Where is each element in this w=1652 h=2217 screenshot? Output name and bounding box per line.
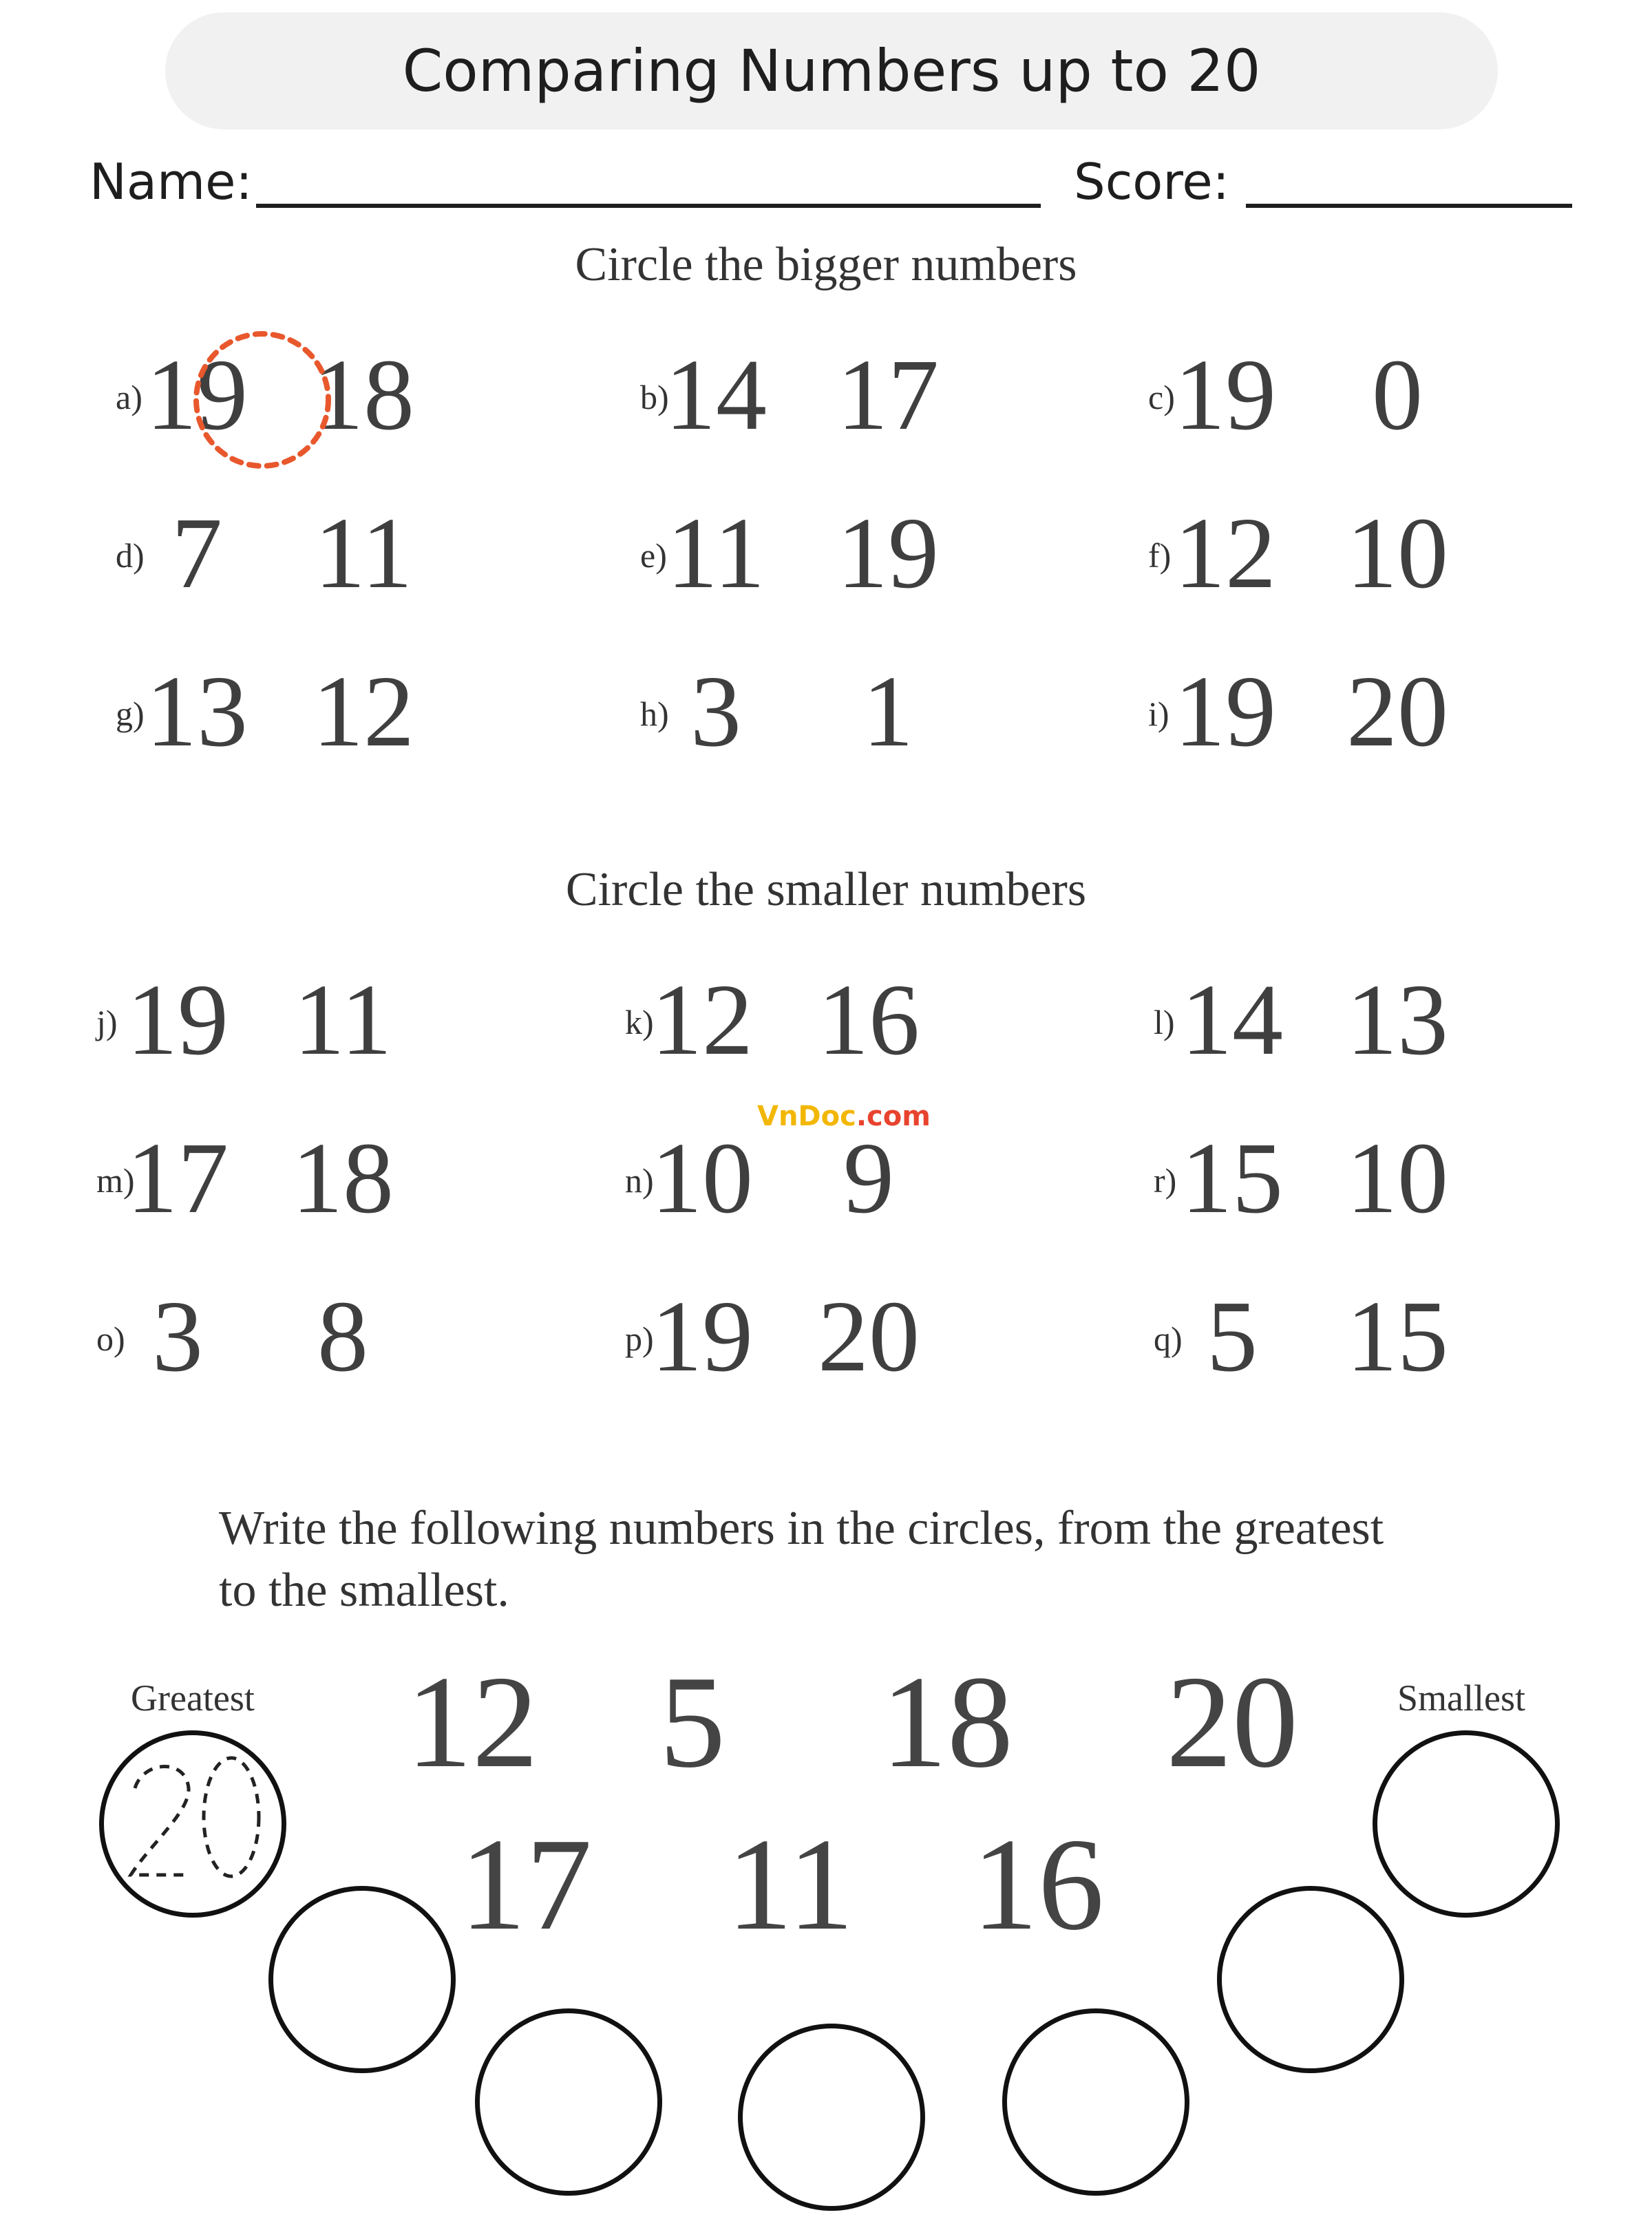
number-choice-a[interactable]: 14 [1181,964,1283,1076]
number-choice-b[interactable]: 9 [843,1122,894,1235]
number-choice-b[interactable]: 20 [818,1280,920,1393]
number-choice-b[interactable]: 18 [313,339,414,452]
number-to-order: 5 [659,1648,726,1795]
number-choice-b[interactable]: 10 [1346,497,1448,610]
answer-circle-2[interactable] [268,1886,456,2073]
number-choice-b[interactable]: 10 [1346,1122,1448,1235]
example-circle-highlight [191,329,333,471]
watermark [757,1103,931,1130]
number-choice-a[interactable]: 19 [651,1280,753,1393]
item-label: i) [1148,694,1169,733]
answer-circle-6[interactable] [1217,1886,1404,2073]
page-title: Comparing Numbers up to 20 [402,37,1261,105]
number-choice-a[interactable]: 15 [1181,1122,1283,1235]
number-choice-b[interactable]: 17 [837,339,939,452]
number-to-order: 17 [460,1811,592,1958]
item-label: h) [640,694,669,733]
smallest-label: Smallest [1397,1677,1525,1719]
number-choice-a[interactable]: 19 [1174,655,1276,768]
score-label: Score: [1074,153,1229,211]
number-choice-a[interactable]: 7 [171,497,222,610]
item-label: r) [1154,1161,1177,1200]
number-choice-b[interactable]: 12 [313,655,414,768]
number-choice-b[interactable]: 8 [317,1280,368,1393]
number-choice-b[interactable]: 16 [818,964,920,1076]
number-to-order: 12 [406,1648,538,1795]
ordering-instruction-line1: Write the following numbers in the circles, from the greatest [219,1502,1384,1555]
item-label: d) [116,536,145,575]
number-choice-b[interactable]: 0 [1372,339,1423,452]
item-label: c) [1148,378,1175,416]
item-label: o) [96,1319,125,1358]
number-choice-b[interactable]: 1 [862,655,913,768]
score-line[interactable] [1246,204,1572,208]
number-choice-b[interactable]: 13 [1346,964,1448,1076]
number-choice-a[interactable]: 3 [152,1280,203,1393]
number-choice-b[interactable]: 18 [292,1122,394,1235]
number-choice-b[interactable]: 11 [293,964,392,1076]
number-choice-a[interactable]: 3 [690,655,741,768]
item-label: k) [625,1003,654,1041]
item-label: j) [96,1003,118,1041]
item-label: l) [1154,1003,1175,1041]
name-label: Name: [89,153,253,211]
number-choice-b[interactable]: 20 [1346,655,1448,768]
item-label: m) [96,1161,135,1200]
item-label: f) [1148,536,1172,575]
greatest-label: Greatest [131,1677,255,1719]
traced-example-20 [116,1748,270,1897]
item-label: q) [1154,1319,1183,1358]
watermark-part2: .com [856,1101,931,1132]
number-to-order: 16 [972,1811,1104,1958]
number-choice-b[interactable]: 15 [1346,1280,1448,1393]
answer-circle-5[interactable] [1002,2008,1189,2196]
number-choice-a[interactable]: 13 [146,655,248,768]
number-choice-b[interactable]: 11 [314,497,413,610]
ordering-instruction-line2: to the smallest. [219,1564,509,1617]
number-choice-a[interactable]: 19 [1174,339,1276,452]
number-choice-a[interactable]: 11 [666,497,765,610]
instruction-smaller: Circle the smaller numbers [565,863,1087,916]
number-choice-a[interactable]: 12 [1174,497,1276,610]
instruction-bigger: Circle the bigger numbers [575,238,1077,291]
number-choice-a[interactable]: 19 [146,339,248,452]
number-choice-a[interactable]: 17 [127,1122,229,1235]
number-to-order: 11 [726,1811,854,1958]
item-label: b) [640,378,669,416]
answer-circle-3[interactable] [475,2008,662,2196]
item-label: e) [640,536,667,575]
watermark-part1: VnDoc [757,1101,856,1132]
name-line[interactable] [256,204,1041,208]
number-to-order: 20 [1166,1648,1298,1795]
number-choice-a[interactable]: 12 [651,964,753,1076]
number-choice-b[interactable]: 19 [837,497,939,610]
item-label: n) [625,1161,654,1200]
item-label: a) [116,378,142,416]
number-choice-a[interactable]: 10 [651,1122,753,1235]
number-choice-a[interactable]: 14 [665,339,767,452]
number-choice-a[interactable]: 19 [127,964,229,1076]
number-to-order: 18 [881,1648,1013,1795]
answer-circle-4[interactable] [738,2024,925,2211]
item-label: g) [116,694,145,733]
answer-circle-7[interactable] [1373,1730,1560,1918]
number-choice-a[interactable]: 5 [1207,1280,1258,1393]
item-label: p) [625,1319,654,1358]
